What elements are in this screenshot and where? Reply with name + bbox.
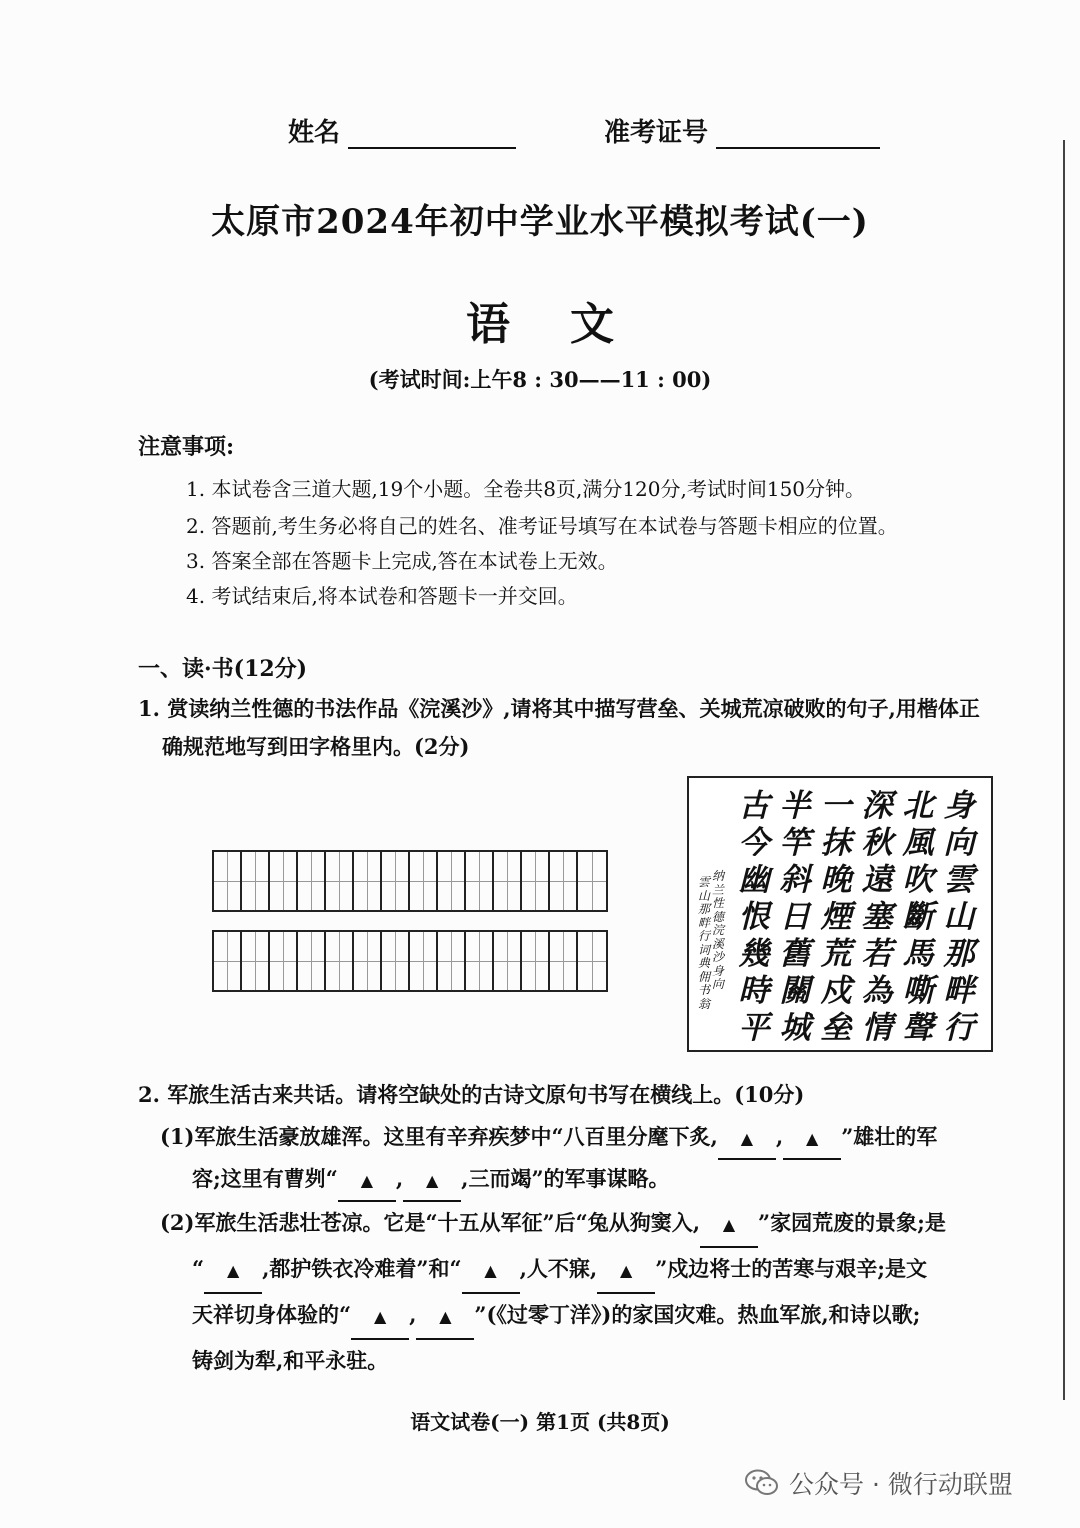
answer-blank[interactable]: ▲	[416, 1294, 474, 1340]
tianzige-cell[interactable]	[382, 852, 410, 910]
exam-title: 太原市2024年初中学业水平模拟考试(一)	[211, 202, 869, 242]
answer-blank[interactable]: ▲	[338, 1160, 396, 1202]
tianzige-cell[interactable]	[354, 852, 382, 910]
tianzige-cell[interactable]	[466, 852, 494, 910]
tianzige-cell[interactable]	[410, 852, 438, 910]
tianzige-cell[interactable]	[326, 852, 354, 910]
tianzige-cell[interactable]	[410, 932, 438, 990]
calligraphy-signature: 雲 山 那 畔 行 词 典 佣 书 翁	[697, 875, 710, 1011]
tianzige-cell[interactable]	[438, 932, 466, 990]
answer-blank[interactable]: ▲	[700, 1202, 758, 1248]
notice-item: 1. 本试卷含三道大题,19个小题。全卷共8页,满分120分,考试时间150分钟。	[186, 477, 866, 501]
id-label: 准考证号	[604, 118, 709, 148]
q1-line1: 1. 赏读纳兰性德的书法作品《浣溪沙》,请将其中描写营垒、关城荒凉破败的句子,用楷体正	[138, 696, 980, 721]
answer-blank[interactable]: ▲	[204, 1248, 262, 1294]
tianzige-cell[interactable]	[578, 932, 606, 990]
tianzige-cell[interactable]	[382, 932, 410, 990]
tianzige-cell[interactable]	[270, 932, 298, 990]
tianzige-cell[interactable]	[522, 852, 550, 910]
q1-text	[138, 690, 980, 766]
watermark-text: 公众号 · 微行动联盟	[789, 1470, 1013, 1499]
id-field	[604, 112, 880, 149]
answer-blank[interactable]: ▲	[783, 1118, 841, 1160]
name-blank	[348, 121, 516, 149]
calligraphy-column: 古 今 幽 恨 幾 時 平	[738, 788, 770, 1046]
calligraphy-column: 北 風 吹 斷 馬 嘶 聲	[902, 788, 934, 1046]
notice-item: 2. 答题前,考生务必将自己的姓名、准考证号填写在本试卷与答题卡相应的位置。	[186, 514, 898, 538]
notice-title: 注意事项:	[138, 434, 235, 460]
tianzige-cell[interactable]	[270, 852, 298, 910]
page-footer: 语文试卷(一) 第1页 (共8页)	[410, 1410, 670, 1434]
calligraphy-column: 深 秋 遠 塞 若 為 情	[861, 788, 893, 1046]
tianzige-cell[interactable]	[494, 932, 522, 990]
q2-part1: (1)军旅生活豪放雄浑。这里有辛弃疾梦中“八百里分麾下炙, ▲ , ▲ ”雄壮的军 容;这里有曹刿“ ▲ , ▲ ,三而竭”的军事谋略。	[160, 1118, 1050, 1202]
id-blank	[716, 121, 880, 149]
tianzige-cell[interactable]	[298, 852, 326, 910]
tianzige-cell[interactable]	[550, 852, 578, 910]
tianzige-cell[interactable]	[578, 852, 606, 910]
calligraphy-column: 身 向 雲 山 那 畔 行	[943, 788, 975, 1046]
tianzige-cell[interactable]	[466, 932, 494, 990]
tianzige-cell[interactable]	[214, 932, 242, 990]
tianzige-cell[interactable]	[298, 932, 326, 990]
exam-time: (考试时间:上午8 : 30——11 : 00)	[368, 367, 712, 392]
calligraphy-column: 半 竿 斜 日 舊 關 城	[779, 788, 811, 1046]
calligraphy-column: 一 抹 晚 煙 荒 戍 垒	[820, 788, 852, 1046]
tianzige-cell[interactable]	[354, 932, 382, 990]
answer-blank[interactable]: ▲	[462, 1248, 520, 1294]
wechat-icon	[745, 1469, 779, 1497]
watermark	[745, 1465, 1013, 1501]
tianzige-cell[interactable]	[438, 852, 466, 910]
answer-blank[interactable]: ▲	[597, 1248, 655, 1294]
tianzige-grid-row-1[interactable]	[212, 850, 608, 912]
q1-line2: 确规范地写到田字格里内。(2分)	[162, 734, 470, 759]
section-1-title: 一、读·书(12分)	[138, 656, 308, 682]
answer-blank[interactable]: ▲	[403, 1160, 461, 1202]
tianzige-cell[interactable]	[494, 852, 522, 910]
name-field	[288, 112, 516, 149]
name-label: 姓名	[288, 118, 341, 148]
q2-part2: (2)军旅生活悲壮苍凉。它是“十五从军征”后“兔从狗窦入, ▲ ”家园荒废的景象;是 “ ▲ ,都护铁衣冷难着”和“ ▲ ,人不寐, ▲ ”戍边将士的苦寒与艰辛;是文 天祥切身体验的“ ▲ , ▲ ”(《过零丁洋》)的家国灾难。热血军旅,和诗以歌; 铸剑为犁,和平永驻。	[160, 1202, 1050, 1382]
notice-item: 4. 考试结束后,将本试卷和答题卡一并交回。	[186, 584, 578, 608]
calligraphy-signature: 纳 兰 性 德 浣 溪 沙 身 向	[711, 869, 724, 991]
tianzige-cell[interactable]	[326, 932, 354, 990]
answer-blank[interactable]: ▲	[718, 1118, 776, 1160]
tianzige-cell[interactable]	[550, 932, 578, 990]
tianzige-cell[interactable]	[242, 852, 270, 910]
notice-item: 3. 答案全部在答题卡上完成,答在本试卷上无效。	[186, 549, 618, 573]
calligraphy-artwork	[687, 776, 993, 1052]
tianzige-cell[interactable]	[214, 852, 242, 910]
subject-title: 语文	[466, 299, 674, 350]
answer-blank[interactable]: ▲	[351, 1294, 409, 1340]
tianzige-cell[interactable]	[242, 932, 270, 990]
tianzige-grid-row-2[interactable]	[212, 930, 608, 992]
q2-intro: 2. 军旅生活古来共话。请将空缺处的古诗文原句书写在横线上。(10分)	[138, 1082, 805, 1107]
tianzige-cell[interactable]	[522, 932, 550, 990]
